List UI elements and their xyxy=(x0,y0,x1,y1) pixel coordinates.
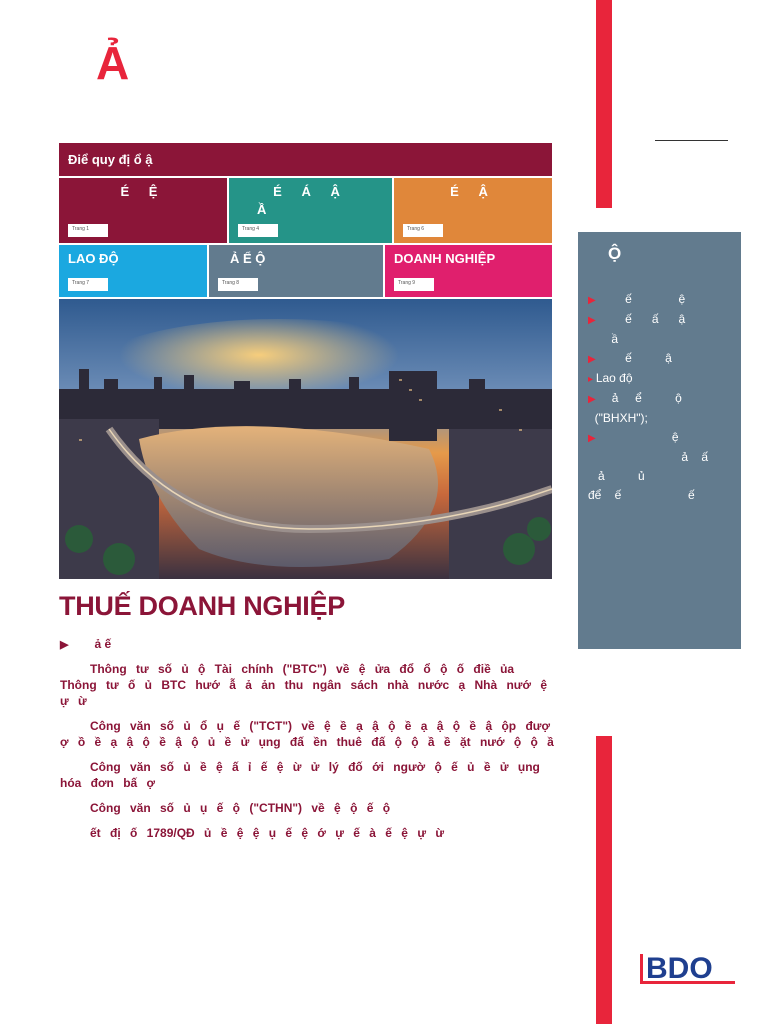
triangle-bullet-icon: ▶ xyxy=(588,354,599,365)
tile-label-line2: Ầ xyxy=(257,202,267,217)
section-title: THUẾ DOANH NGHIỆP xyxy=(59,591,345,621)
sidebar-item: ▸ Lao độ xyxy=(588,371,633,385)
page-ref-badge: Trang 6 xyxy=(403,224,443,237)
paragraph: Công văn số ủ ổ ụ ế ("TCT") về ệ ề ạ ậ ộ ề ạ ậ ộ ề ậ ộp đượ ợ ồ ề ạ ậ ộ ề ậ ộ ủ ề ử ụng đấ ền thuê đấ ộ ộ ầ ề ặt nướ ộ ộ ầ xyxy=(60,719,554,749)
paragraph: Công văn số ủ ề ệ ấ ỉ ế ệ ừ ử lý đố ới ngườ ộ ế ủ ề ử ụng hóa đơn bấ ợ xyxy=(60,760,540,790)
page-ref-badge: Trang 1 xyxy=(68,224,108,237)
sidebar-item: ▶ ả ể ộ xyxy=(588,391,682,405)
paragraph: Thông tư số ủ ộ Tài chính ("BTC") về ệ ửa đổ ổ ộ ố điề ủa Thông tư ố ủ BTC hướ ẫ ả ản thu ngân sách nhà nước ạ Nhà nướ ệ ự ừ xyxy=(60,662,548,708)
red-accent-bar-top xyxy=(596,0,612,208)
paragraph: ết đị ố 1789/QĐ ủ ề ệ ệ ụ ế ệ ớ ự ế à ế ệ ự ừ xyxy=(90,826,445,840)
page-ref-badge: Trang 8 xyxy=(218,278,258,291)
city-skyline-photo xyxy=(59,299,552,579)
tile-enterprise[interactable] xyxy=(385,245,552,297)
tile-label: É Ệ xyxy=(120,184,166,199)
triangle-bullet-icon: ▶ xyxy=(588,315,599,326)
section-body xyxy=(60,636,560,850)
sidebar-item: ("BHXH"); xyxy=(588,411,648,425)
tile-section-2[interactable] xyxy=(229,178,392,243)
sidebar-item: ầ xyxy=(588,332,619,346)
section-subheading: ▶ ả ế xyxy=(60,637,112,651)
sidebar-item: để ế ế xyxy=(588,488,695,502)
logo-text: BDO xyxy=(646,952,713,985)
tile-section-1[interactable] xyxy=(59,178,227,243)
sidebar-item: ▶ ế ấ ậ xyxy=(588,312,686,326)
sidebar-list xyxy=(588,290,731,505)
tile-header: Điể quy đị ổ ậ xyxy=(59,143,552,176)
sidebar-item: ả ủ xyxy=(588,469,645,483)
tile-label: É Á Ậ xyxy=(273,184,348,199)
paragraph: Công văn số ủ ụ ế ộ ("CTHN") về ệ ộ ế ộ xyxy=(90,801,391,815)
tile-label: DOANH NGHIỆP xyxy=(394,251,496,266)
header-rule xyxy=(655,140,728,141)
page-ref-badge: Trang 4 xyxy=(238,224,278,237)
sidebar-item: ▶ ệ xyxy=(588,430,679,444)
bdo-logo xyxy=(640,948,738,990)
sidebar-item: ▶ ế ệ xyxy=(588,292,686,306)
triangle-bullet-icon: ▶ xyxy=(588,433,599,444)
tile-section-5[interactable] xyxy=(209,245,383,297)
triangle-bullet-icon: ▶ xyxy=(588,394,599,405)
page-ref-badge: Trang 7 xyxy=(68,278,108,291)
tile-section-3[interactable] xyxy=(394,178,552,243)
red-accent-bar-bottom xyxy=(596,736,612,1024)
triangle-bullet-icon: ▶ xyxy=(60,639,69,651)
triangle-bullet-icon: ▶ xyxy=(588,295,599,306)
sidebar-title: Ộ xyxy=(608,244,622,263)
sidebar-item: ▶ ế ậ xyxy=(588,351,672,365)
tile-labor[interactable] xyxy=(59,245,207,297)
tile-label: É Ậ xyxy=(450,184,496,199)
sidebar-item: ả ấ xyxy=(588,450,709,464)
page-title: Ả xyxy=(96,37,130,89)
page-ref-badge: Trang 9 xyxy=(394,278,434,291)
triangle-bullet-icon: ▸ xyxy=(588,374,596,385)
tile-label: LAO ĐỘ xyxy=(68,251,119,266)
highlights-sidebar xyxy=(578,232,741,649)
tile-label: Ả Ể Ộ xyxy=(230,251,266,266)
